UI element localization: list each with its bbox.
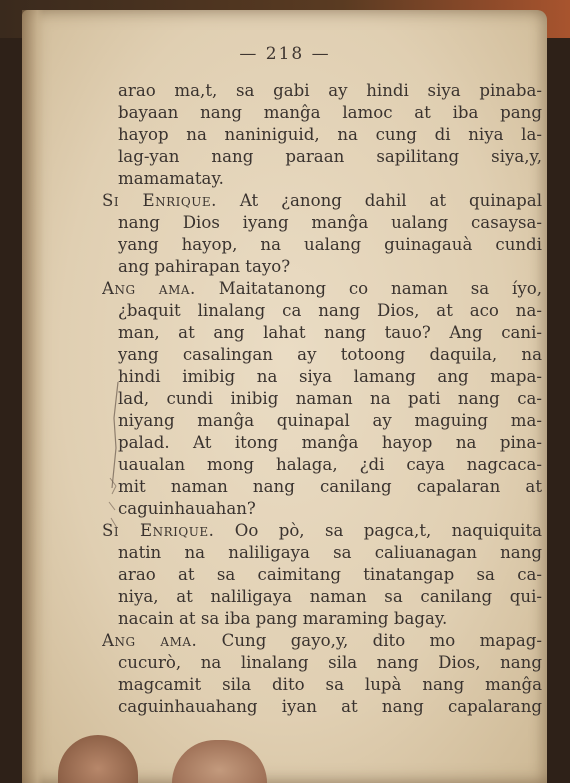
- text-line: arao ma,t, sa gabi ay hindi siya pinaba-: [118, 81, 542, 100]
- text-line: ¿baquit linalang ca nang Dios, at aco na-: [118, 301, 542, 320]
- text-line: nacain at sa iba pang maraming bagay.: [118, 609, 448, 628]
- text-line: lag-yan nang paraan sapilitang siya,y,: [118, 147, 542, 166]
- pencil-marginal-mark: [106, 378, 124, 538]
- body-text: [102, 80, 542, 718]
- text-line: caguinhauahan?: [118, 499, 256, 518]
- text-line: lad, cundi inibig naman na pati nang ca-: [118, 389, 542, 408]
- text-line: man, at ang lahat nang tauo? Ang cani-: [118, 323, 542, 342]
- text-line: natin na naliligaya sa caliuanagan nang: [118, 543, 542, 562]
- text-line: caguinhauahang iyan at nang capalarang: [118, 697, 542, 716]
- speaker-label: Ang ama.: [102, 279, 196, 298]
- speaker-label: Si Enrique.: [102, 191, 217, 210]
- speaker-label: Ang ama.: [102, 631, 198, 650]
- text-line: uaualan mong halaga, ¿di caya nagcaca-: [118, 455, 542, 474]
- text-line: yang casalingan ay totoong daquila, na: [118, 345, 542, 364]
- dialogue-line: Si Enrique. At ¿anong dahil at quinapal: [102, 191, 542, 210]
- text-line: arao at sa caimitang tinatangap sa ca-: [118, 565, 542, 584]
- text-line: magcamit sila dito sa lupà nang manĝa: [118, 675, 542, 694]
- text-line: bayaan nang manĝa lamoc at iba pang: [118, 103, 542, 122]
- text-line: cucurò, na linalang sila nang Dios, nang: [118, 653, 542, 672]
- text-line: niyang manĝa quinapal ay maguing ma-: [118, 411, 542, 430]
- text-line: hindi imibig na siya lamang ang mapa-: [118, 367, 542, 386]
- text-line: yang hayop, na ualang guinagauà cundi: [118, 235, 542, 254]
- page-number: — 218 —: [239, 44, 331, 64]
- text-line: nang Dios iyang manĝa ualang casaysa-: [118, 213, 542, 232]
- text-line: mamamatay.: [118, 169, 224, 188]
- speaker-label: Si Enrique.: [102, 521, 215, 540]
- dialogue-line: Ang ama. Maitatanong co naman sa íyo,: [102, 279, 542, 298]
- text-line: mit naman nang canilang capalaran at: [118, 477, 542, 496]
- text-line: hayop na naniniguid, na cung di niya la-: [118, 125, 542, 144]
- text-line: palad. At itong manĝa hayop na pina-: [118, 433, 542, 452]
- text-line: ang pahirapan tayo?: [118, 257, 291, 276]
- dialogue-line: Si Enrique. Oo pò, sa pagca,t, naquiquita: [102, 521, 542, 540]
- page-gutter-shadow: [22, 10, 44, 783]
- dialogue-line: Ang ama. Cung gayo,y, dito mo mapag-: [102, 631, 542, 650]
- text-line: niya, at naliligaya naman sa canilang qui-: [118, 587, 542, 606]
